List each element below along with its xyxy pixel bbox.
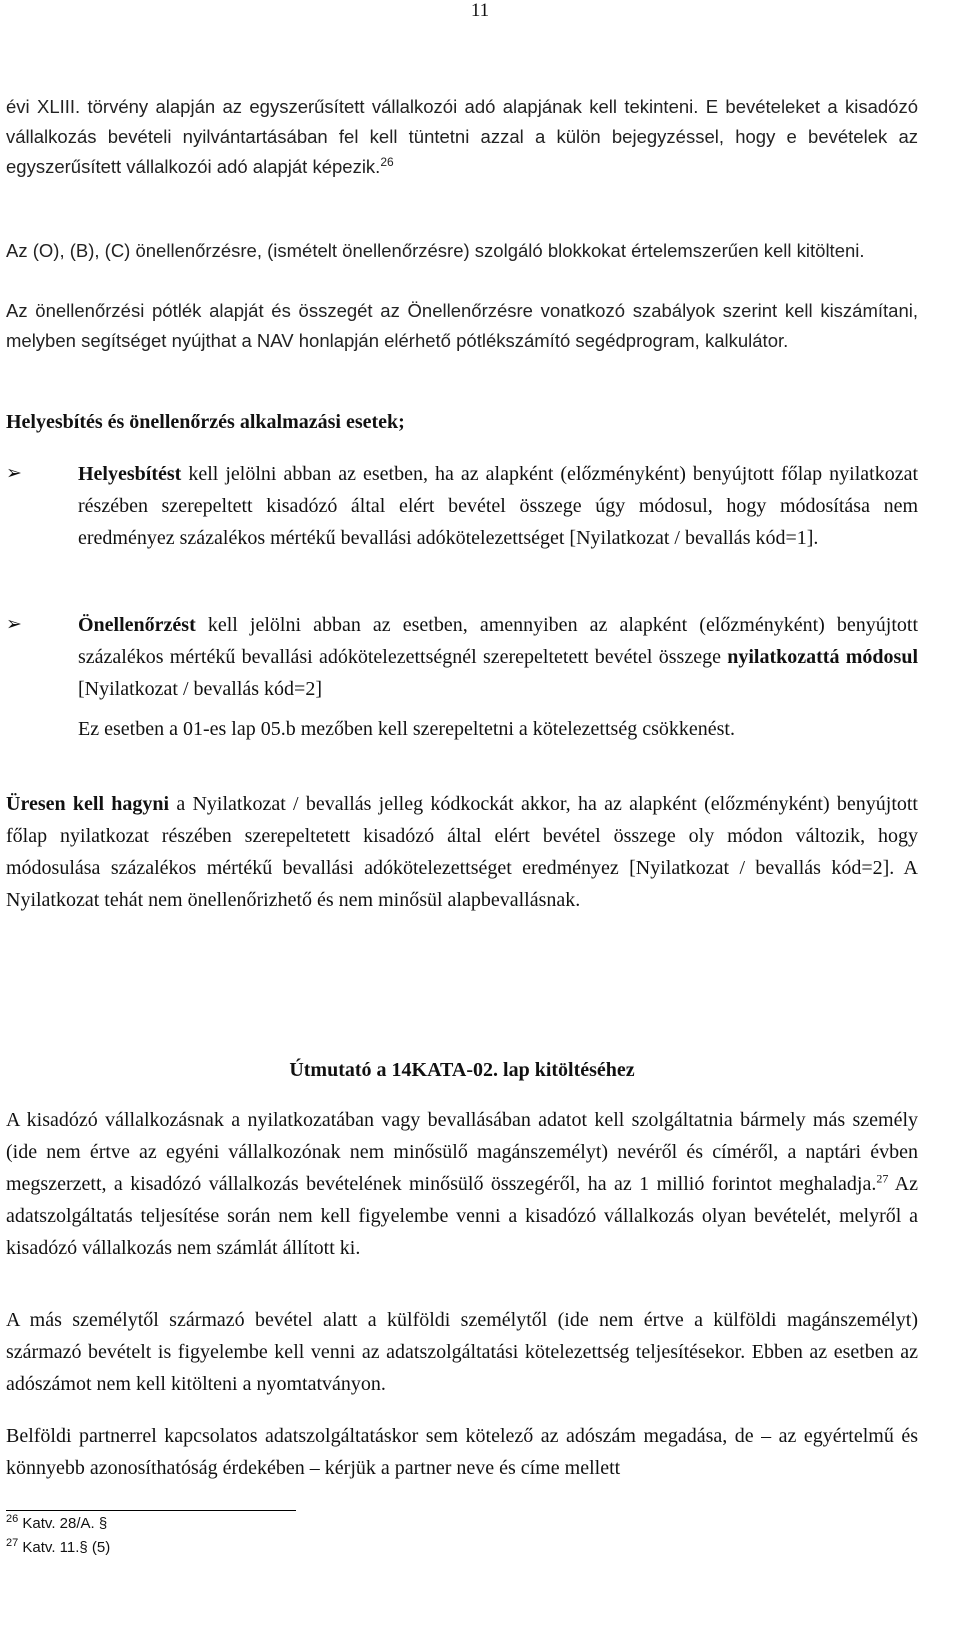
paragraph-text: évi XLIII. törvény alapján az egyszerűsített vállalkozói adó alapjának kell tekinteni. E bevételeket a kisadózó vállalkozás bevételi nyilvántartásában fel kell tüntetni azzal a külön bejegyzéssel, hogy e bevételek az egyszerűsített vállalkozói adó alapját képezik. — [6, 96, 918, 177]
paragraph-domestic-partner: Belföldi partnerrel kapcsolatos adatszolgáltatáskor sem kötelező az adószám megadása, de – az egyértelmű és könnyebb azonosíthatóság érdekében – kérjük a partner neve és címe mellett — [6, 1425, 918, 1479]
footnote-number: 27 — [6, 1537, 19, 1549]
section-heading-correction: Helyesbítés és önellenőrzés alkalmazási esetek; — [6, 411, 405, 433]
bullet-correction — [78, 458, 918, 554]
footnote-text: Katv. 28/A. § — [22, 1515, 108, 1532]
bullet-arrow-icon: ➢ — [6, 614, 22, 635]
bullet-note: Ez esetben a 01-es lap 05.b mezőben kell szerepeltetni a kötelezettség csökkenést. — [78, 718, 735, 740]
footnote-ref-27: 27 — [876, 1171, 889, 1186]
paragraph-kata-income — [6, 92, 918, 182]
paragraph-bold-lead: Üresen kell hagyni — [6, 793, 170, 815]
paragraph-self-revision-blocks: Az (O), (B), (C) önellenőrzésre, (ismételt önellenőrzésre) szolgáló blokkokat értelemszerűen kell kitölteni. — [6, 240, 865, 261]
footnote-27 — [6, 1538, 110, 1558]
bullet-bold-phrase: nyilatkozattá módosul — [727, 646, 918, 668]
paragraph-text: A kisadózó vállalkozásnak a nyilatkozatában vagy bevallásában adatot kell szolgáltatnia bármely más személy (ide nem értve az egyéni vállalkozónak nem minősülő magánszemélyt) nevéről és címéről, a naptári évben megszerzett, a kisadózó vállalkozás bevételének minősülő összegéről, ha az 1 millió forintot meghaladja. — [6, 1109, 918, 1195]
page-number: 11 — [470, 0, 490, 21]
footnote-separator — [6, 1510, 296, 1511]
paragraph-surcharge: Az önellenőrzési pótlék alapját és összegét az Önellenőrzésre vonatkozó szabályok szerint kell kiszámítani, melyben segítséget nyújthat a NAV honlapján elérhető pótlékszámító segédprogram, kalkulátor. — [6, 300, 918, 351]
paragraph-data-reporting — [6, 1104, 918, 1264]
bullet-text-end: [Nyilatkozat / bevallás kód=2] — [78, 678, 322, 700]
bullet-text: kell jelölni abban az esetben, ha az alapként (előzményként) benyújtott főlap nyilatkozat részében szerepeltett kisadózó által elért bevétel összege úgy módosul, hogy módosítása nem eredményez százalékos mértékű bevallási adókötelezettséget [Nyilatkozat / bevallás kód=1]. — [78, 463, 918, 549]
paragraph-leave-empty — [6, 788, 918, 916]
footnote-number: 26 — [6, 1513, 19, 1525]
footnote-text: Katv. 11.§ (5) — [22, 1539, 111, 1556]
bullet-text: kell jelölni abban az esetben, amennyiben az alapként (előzményként) benyújtott százalékos mértékű bevallási adókötelezettségnél szerepeltetett bevétel összege — [78, 614, 918, 668]
bullet-bold-term: Önellenőrzést — [78, 614, 196, 636]
bullet-bold-term: Helyesbítést — [78, 463, 182, 485]
footnote-26 — [6, 1514, 107, 1534]
paragraph-text: a Nyilatkozat / bevallás jelleg kódkockát akkor, ha az alapként (előzményként) benyújtott főlap nyilatkozat részében szerepeltetett kisadózó által elért bevétel összege oly módon változik, hogy módosulása százalékos mértékű bevallási adókötelezettséget eredményez [Nyilatkozat / bevallás kód=2]. A Nyilatkozat tehát nem önellenőrizhető és nem minősül alapbevallásnak. — [6, 793, 918, 911]
section-heading-guide: Útmutató a 14KATA-02. lap kitöltéséhez — [289, 1059, 635, 1081]
footnote-ref-26: 26 — [380, 154, 394, 169]
paragraph-text-cont: Az adatszolgáltatás teljesítése során nem kell figyelembe venni a kisadózó vállalkozás olyan bevételét, melyről a kisadózó vállalkozás nem számlát állított ki. — [6, 1173, 918, 1259]
bullet-self-revision — [78, 609, 918, 705]
paragraph-foreign-income: A más személytől származó bevétel alatt a külföldi személytől (ide nem értve a külföldi magánszemélyt) származó bevételt is figyelembe kell venni az adatszolgáltatási kötelezettség teljesítésekor. Ebben az esetben az adószámot nem kell kitölteni a nyomtatványon. — [6, 1309, 918, 1395]
bullet-arrow-icon: ➢ — [6, 463, 22, 484]
